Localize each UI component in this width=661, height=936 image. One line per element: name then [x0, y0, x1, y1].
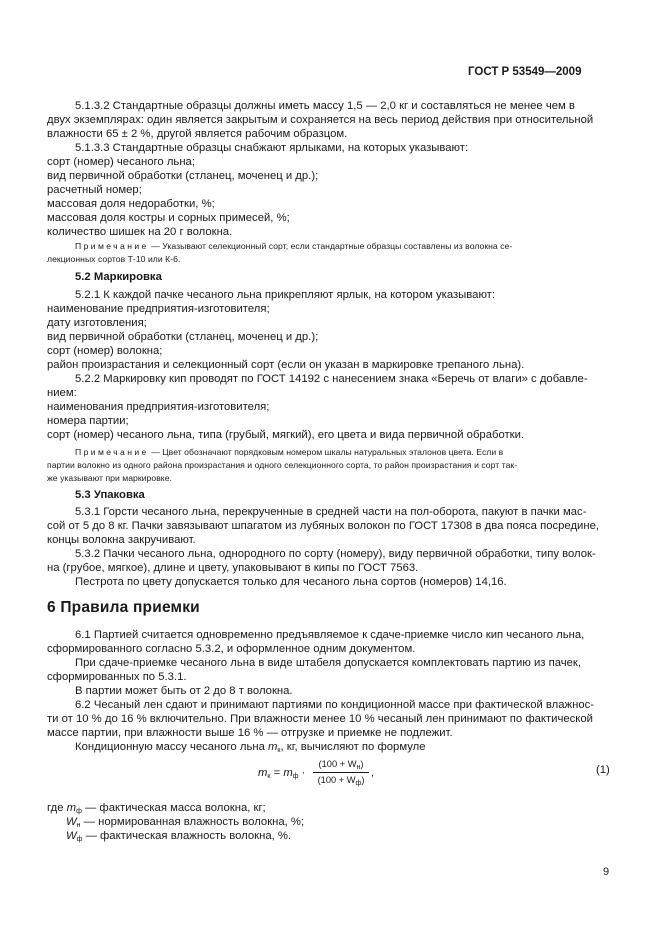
- formula-lhs: [258, 766, 305, 784]
- formula-text: (100 + W: [317, 775, 356, 785]
- fraction-bar: [313, 772, 369, 773]
- section-heading-5-2: 5.2 Маркировка: [75, 271, 162, 283]
- formula-text: (100 + W: [318, 759, 357, 769]
- paragraph-line: 6.2 Чесаный лен сдают и принимают партиями по кондиционной массе при фактической влажнос-: [75, 699, 595, 711]
- formula-text: ): [361, 775, 365, 785]
- list-item: массовая доля недоработки, %;: [47, 198, 215, 210]
- list-item: количество шишек на 20 г волокна.: [47, 226, 233, 238]
- paragraph-line: массе партии, при влажности выше 16 % — отгрузке и приемке не подлежит.: [47, 727, 453, 739]
- formula-symbol: m: [258, 767, 268, 779]
- text-run: , кг, вычисляют по формуле: [280, 741, 426, 753]
- formula-subscript: ф: [355, 780, 362, 787]
- formula-denominator: [313, 775, 369, 787]
- formula-subscript: ф: [76, 836, 83, 843]
- list-item: вид первичной обработки (стланец, моченец и др.);: [47, 331, 319, 343]
- list-item: расчетный номер;: [47, 184, 142, 196]
- formula-numerator: [313, 759, 369, 771]
- note-line: [75, 241, 512, 251]
- text-run: где: [47, 802, 67, 814]
- paragraph-line: сой от 5 до 8 кг. Пачки завязывают шпагатом из лубяных волокон по ГОСТ 17308 в два пояса посредине,: [47, 520, 600, 532]
- note-text: — Указывают селекционный сорт, если стандартные образцы составлены из волокна се-: [148, 241, 513, 251]
- paragraph-line: [75, 740, 426, 758]
- formula-symbol: m: [66, 802, 77, 814]
- list-item: сорт (номер) чесаного льна;: [47, 156, 195, 168]
- formula-subscript: к: [267, 773, 271, 780]
- formula-symbol: W: [66, 830, 77, 842]
- list-item: номера партии;: [47, 415, 129, 427]
- paragraph-line: 6.1 Партией считается одновременно предъявляемое к сдаче-приемке число кип чесаного льна,: [75, 629, 585, 641]
- text-run: Кондиционную массу чесаного льна: [75, 741, 268, 753]
- note-line: же указывают при маркировке.: [47, 473, 172, 483]
- note-line: [75, 447, 503, 457]
- paragraph-line: ти от 10 % до 16 % включительно. При влажности менее 10 % чесаный лен принимают по фактической: [47, 713, 593, 725]
- formula-symbol: m: [283, 767, 293, 779]
- formula-equals: =: [270, 767, 284, 779]
- paragraph-line: 5.1.3.2 Стандартные образцы должны иметь массу 1,5 — 2,0 кг и составляться не менее чем в: [75, 100, 575, 112]
- section-heading-6: 6 Правила приемки: [47, 599, 200, 616]
- note-label: Примечание: [75, 241, 149, 251]
- list-item: сорт (номер) чесаного льна, типа (грубый, мягкий), его цвета и вида первичной обработки.: [47, 429, 525, 441]
- paragraph-line: сформированных по 5.3.1.: [47, 671, 187, 683]
- note-line: партии волокно из одного района произрастания и одного селекционного сорта, то район произрастания и сорт так-: [47, 460, 518, 470]
- formula-symbol: W: [66, 816, 77, 828]
- paragraph-line: 5.2.1 К каждой пачке чесаного льна прикрепляют ярлык, на котором указывают:: [75, 289, 495, 301]
- paragraph-line: сформированного согласно 5.3.2, и оформленное одним документом.: [47, 643, 416, 655]
- formula-comma: ,: [371, 767, 375, 779]
- paragraph-line: В партии может быть от 2 до 8 т волокна.: [75, 685, 293, 697]
- list-item: массовая доля костры и сорных примесей, %;: [47, 212, 290, 224]
- paragraph-line: 5.2.2 Маркировку кип проводят по ГОСТ 14192 с нанесением знака «Беречь от влаги» с добавле-: [75, 373, 588, 385]
- note-label: Примечание: [75, 447, 149, 457]
- paragraph-line: нием:: [47, 387, 77, 399]
- page-number: 9: [603, 866, 610, 878]
- formula-subscript: к: [277, 747, 281, 754]
- list-item: наименования предприятия-изготовителя;: [47, 401, 270, 413]
- formula-subscript: ф: [76, 808, 82, 815]
- formula-text: ): [360, 759, 364, 769]
- section-heading-5-3: 5.3 Упаковка: [75, 489, 145, 501]
- paragraph-line: 5.3.1 Горсти чесаного льна, перекрученные в средней части на пол-оборота, пакуют в пачки мас-: [75, 506, 587, 518]
- text-run: — фактическая масса волокна, кг;: [81, 802, 266, 814]
- list-item: сорт (номер) волокна;: [47, 345, 163, 357]
- text-run: — фактическая влажность волокна, %.: [82, 830, 292, 842]
- where-row: [66, 829, 291, 847]
- list-item: вид первичной обработки (стланец, моченец и др.);: [47, 170, 319, 182]
- paragraph-line: 5.3.2 Пачки чесаного льна, однородного по сорту (номеру), виду первичной обработки, типу волок-: [75, 548, 596, 560]
- formula-subscript: н: [76, 822, 81, 829]
- formula-number: (1): [596, 764, 610, 776]
- paragraph-line: на (грубое, мягкое), длине и цвету, упаковывают в кипы по ГОСТ 7563.: [47, 562, 419, 574]
- formula-dot: ·: [298, 767, 306, 779]
- paragraph-line: Пестрота по цвету допускается только для чесаного льна сортов (номеров) 14,16.: [75, 576, 507, 588]
- text-run: — нормированная влажность волокна, %;: [80, 816, 305, 828]
- standard-id-header: ГОСТ Р 53549—2009: [468, 66, 582, 78]
- note-line: лекционных сортов Т-10 или К-6.: [47, 254, 181, 264]
- paragraph-line: 5.1.3.3 Стандартные образцы снабжают ярлыками, на которых указывают:: [75, 142, 469, 154]
- formula-subscript: н: [356, 764, 361, 771]
- formula-symbol: m: [268, 741, 278, 753]
- paragraph-line: концы волокна закручивают.: [47, 534, 196, 546]
- paragraph-line: двух экземплярах: один является закрытым и сохраняется на весь период действия при относительной: [47, 114, 594, 126]
- formula-subscript: ф: [292, 773, 299, 780]
- paragraph-line: влажности 65 ± 2 %, другой является рабочим образцом.: [47, 128, 348, 140]
- list-item: наименование предприятия-изготовителя;: [47, 303, 270, 315]
- note-text: — Цвет обозначают порядковым номером шкалы натуральных эталонов цвета. Если в: [148, 447, 504, 457]
- list-item: дату изготовления;: [47, 317, 147, 329]
- paragraph-line: При сдаче-приемке чесаного льна в виде штабеля допускается комплектовать партию из пачек,: [75, 657, 581, 669]
- list-item: район произрастания и селекционный сорт (если он указан в маркировке трепаного льна).: [47, 359, 525, 371]
